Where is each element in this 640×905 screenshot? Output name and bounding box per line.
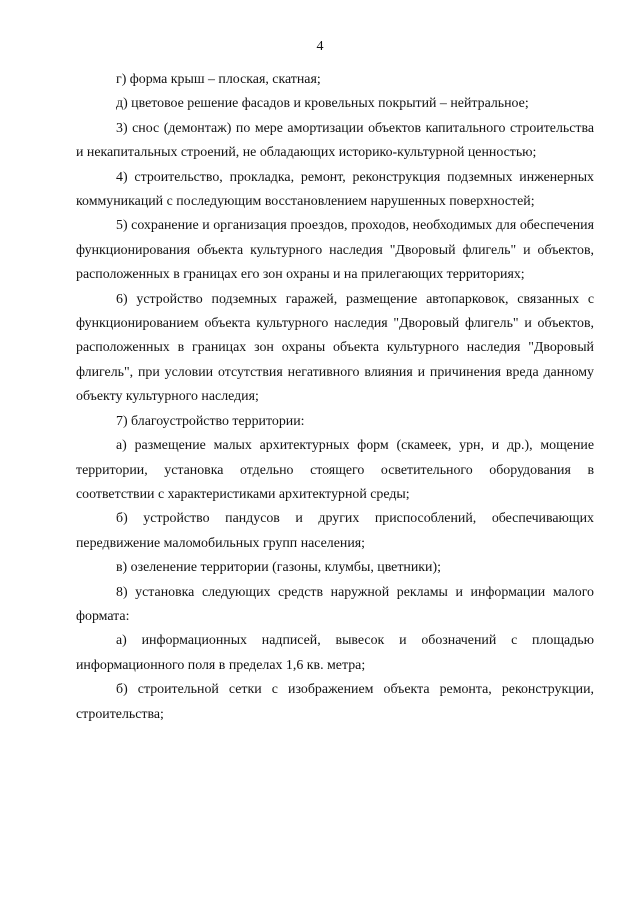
paragraph-demolition: 3) снос (демонтаж) по мере амортизации объектов капитального строительства и некапитальных строений, не обладающих историко-культурной ценностью; [76,120,594,161]
paragraph-small-forms: а) размещение малых архитектурных форм (скамеек, урн, и др.), мощение территории, установка отдельно стоящего осветительного оборудования в соответствии с характеристиками архитектурной среды; [76,438,594,502]
paragraph-landscaping: 7) благоустройство территории: [116,413,305,429]
paragraph-underground-utilities: 4) строительство, прокладка, ремонт, реконструкция подземных инженерных коммуникаций с последующим восстановлением нарушенных поверхностей; [76,169,594,210]
paragraph-passages: 5) сохранение и организация проездов, проходов, необходимых для обеспечения функционирования объекта культурного наследия "Дворовый флигель" и объектов, расположенных в границах его зон охраны и на прилегающих территориях; [76,218,594,283]
paragraph-greening: в) озеленение территории (газоны, клумбы, цветники); [116,560,441,576]
paragraph-construction-mesh: б) строительной сетки с изображением объекта ремонта, реконструкции, строительства; [76,682,594,722]
page-number: 4 [316,39,324,54]
paragraph-ramps: б) устройство пандусов и других приспособлений, обеспечивающих передвижение маломобильных групп населения; [76,511,594,551]
paragraph-roof-shape: г) форма крыш – плоская, скатная; [116,72,321,87]
paragraph-signs: а) информационных надписей, вывесок и обозначений с площадью информационного поля в пределах 1,6 кв. метра; [76,633,594,673]
paragraph-facade-colors: д) цветовое решение фасадов и кровельных покрытий – нейтральное; [116,96,529,112]
document-body [76,68,594,727]
paragraph-garages-parking: 6) устройство подземных гаражей, размещение автопарковок, связанных с функционированием объекта культурного наследия "Дворовый флигель" и объектов, расположенных в границах зон охраны объекта культурного наследия "Дворовый флигель", при условии отсутствия негативного влияния и причинения вреда данному объекту культурного наследия; [76,291,594,405]
paragraph-advertising: 8) установка следующих средств наружной рекламы и информации малого формата: [76,584,594,624]
